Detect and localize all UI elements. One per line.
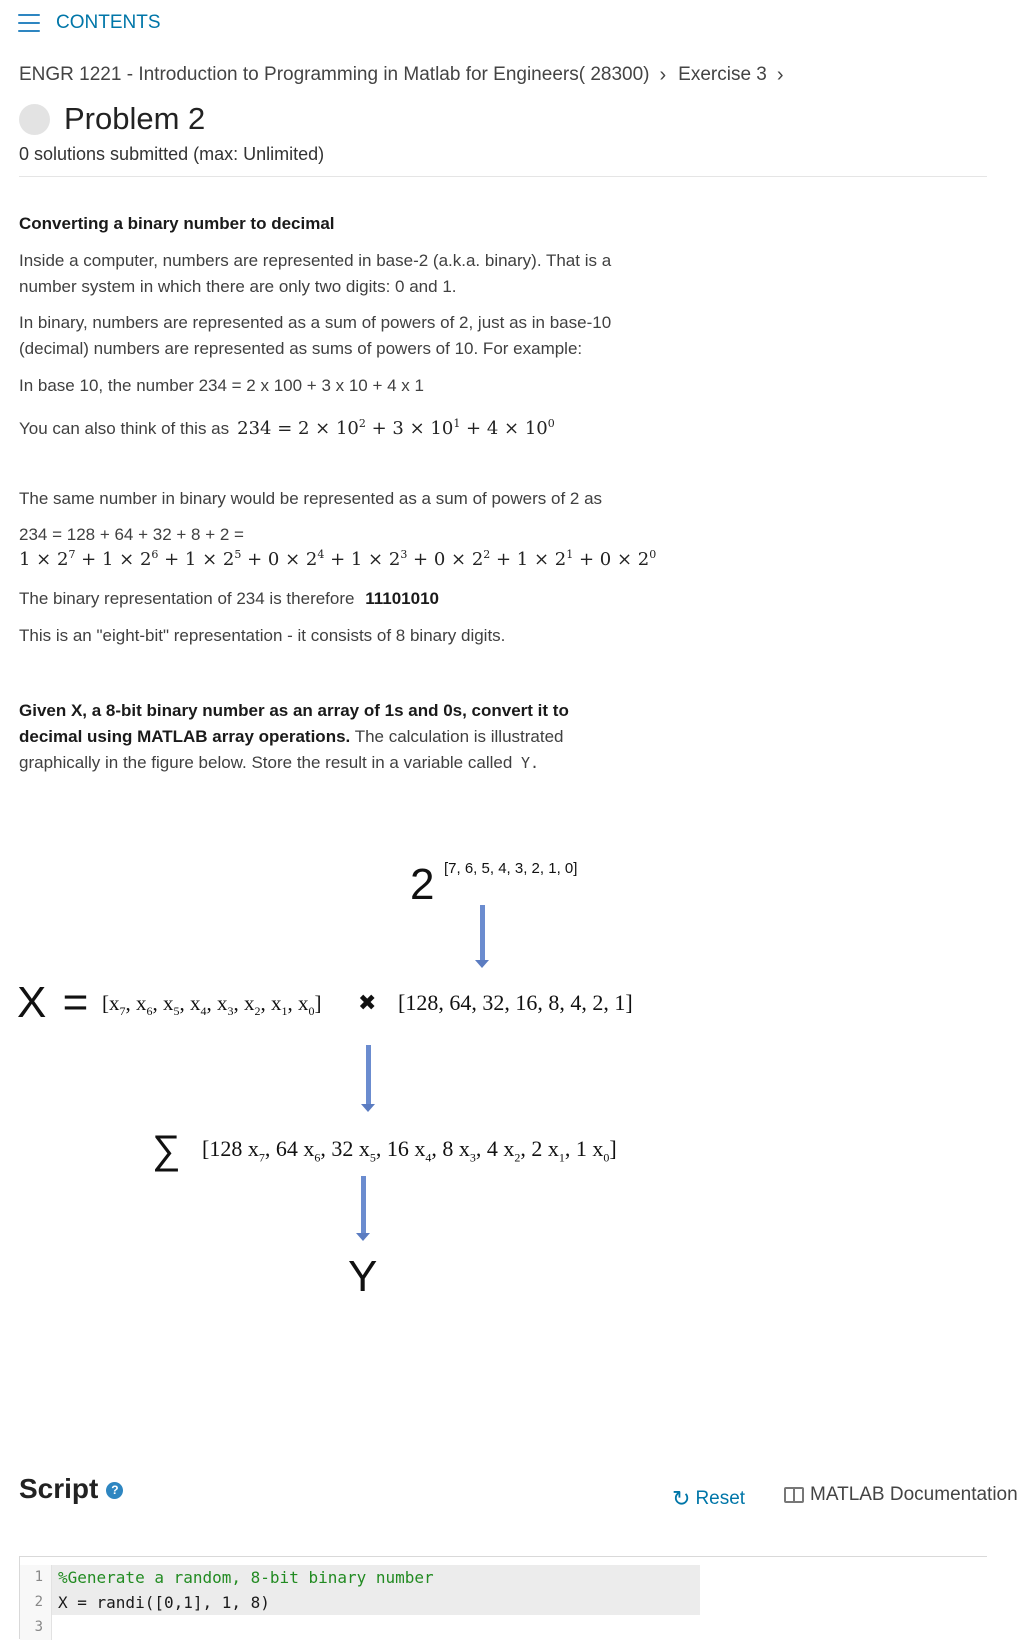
help-icon[interactable]: ?: [106, 1482, 123, 1499]
matlab-documentation-label: MATLAB Documentation: [810, 1484, 1018, 1505]
description-heading: Converting a binary number to decimal: [19, 214, 335, 233]
code-line[interactable]: [20, 1565, 700, 1590]
description-paragraph-6: 234 = 128 + 64 + 32 + 8 + 2 =: [19, 525, 244, 544]
reset-label: Reset: [695, 1488, 746, 1509]
breadcrumb: [19, 64, 796, 86]
binary-result-line: [19, 586, 439, 612]
task-statement: [19, 698, 619, 776]
contents-link[interactable]: [18, 12, 161, 34]
breadcrumb-course[interactable]: ENGR 1221 - Introduction to Programming in Matlab for Engineers( 28300): [19, 64, 650, 85]
breadcrumb-exercise[interactable]: Exercise 3: [678, 64, 767, 85]
description-paragraph-2: In binary, numbers are represented as a sum of powers of 2, just as in base-10 (decimal) numbers are represented as sums of powers of 10. For example:: [19, 313, 612, 358]
reset-icon: ↻: [672, 1486, 691, 1511]
decimal-powers-formula: $234 = 2 \times 10^2 + 3 \times 10^1 + 4 \times 10^0$: [237, 417, 555, 439]
submission-count: 0 solutions submitted (max: Unlimited): [19, 144, 325, 164]
book-icon: [784, 1487, 804, 1503]
hamburger-menu-icon: [18, 14, 40, 32]
divider: [19, 176, 987, 177]
reset-button[interactable]: [672, 1486, 745, 1512]
figure-base: 2: [410, 860, 435, 909]
description-paragraph-1: Inside a computer, numbers are represented in base-2 (a.k.a. binary). That is a number system in which there are only two digits: 0 and 1.: [19, 251, 612, 296]
code-editor[interactable]: [20, 1565, 700, 1640]
multiply-icon: ✖: [358, 990, 377, 1015]
task-bold: Given X, a 8-bit binary number as an array of 1s and 0s, convert it to decimal using MATLAB array operations.: [19, 701, 569, 746]
chevron-right-icon: ›: [659, 64, 667, 86]
code-line[interactable]: [20, 1615, 700, 1640]
matlab-documentation-link[interactable]: [784, 1484, 1018, 1506]
figure-products: [128 $x_7$, 64 $x_6$, 32 $x_5$, 16 $x_4$, 8 $x_3$, 4 $x_2$, 2 $x_1$, 1 $x_0$]: [202, 1136, 617, 1165]
code-text[interactable]: %Generate a random, 8-bit binary number: [52, 1565, 700, 1590]
sigma-icon: ∑: [152, 1128, 181, 1172]
line-number: 2: [20, 1590, 52, 1615]
figure-x-vector: [$x_7$, $x_6$, $x_5$, $x_4$, $x_3$, $x_2$, $x_1$, $x_0$]: [102, 991, 322, 1019]
figure-powers: [128, 64, 32, 16, 8, 4, 2, 1]: [398, 990, 633, 1015]
line-number: 3: [20, 1615, 52, 1640]
binary-powers-formula: $1 \times 2^7 + 1 \times 2^6 + 1 \times 2^5 + 0 \times 2^4 + 1 \times 2^3 + 0 \times 2^2 + 1 \times 2^1 + 0 \times 2^0$: [19, 548, 657, 570]
code-text[interactable]: X = randi([0,1], 1, 8): [52, 1590, 700, 1615]
figure-result: Y: [348, 1252, 378, 1301]
description-paragraph-8: This is an "eight-bit" representation - it consists of 8 binary digits.: [19, 626, 506, 645]
binary-result-value: 11101010: [365, 589, 439, 608]
script-title: Script: [19, 1473, 99, 1504]
description-paragraph-3: In base 10, the number 234 = 2 x 100 + 3 x 10 + 4 x 1: [19, 376, 424, 395]
code-text[interactable]: [52, 1615, 700, 1640]
description-paragraph-4: You can also think of this as: [19, 419, 230, 438]
script-heading: [19, 1473, 123, 1505]
binary-result-prefix: The binary representation of 234 is therefore: [19, 589, 355, 608]
line-number: 1: [20, 1565, 52, 1590]
description-paragraph-5: The same number in binary would be represented as a sum of powers of 2 as: [19, 489, 603, 508]
decimal-expansion-line: [19, 411, 555, 442]
figure-x-label: X =: [17, 978, 91, 1027]
figure-exponents: [7, 6, 5, 4, 3, 2, 1, 0]: [444, 860, 578, 877]
code-line[interactable]: [20, 1590, 700, 1615]
problem-title: Problem 2: [64, 101, 206, 136]
problem-status-indicator: [19, 104, 50, 135]
task-variable: Y.: [521, 754, 540, 772]
chevron-right-icon: ›: [776, 64, 784, 86]
contents-label: CONTENTS: [56, 12, 161, 33]
task-rest: The calculation is illustrated graphically in the figure below. Store the result in a variable called: [19, 727, 564, 772]
